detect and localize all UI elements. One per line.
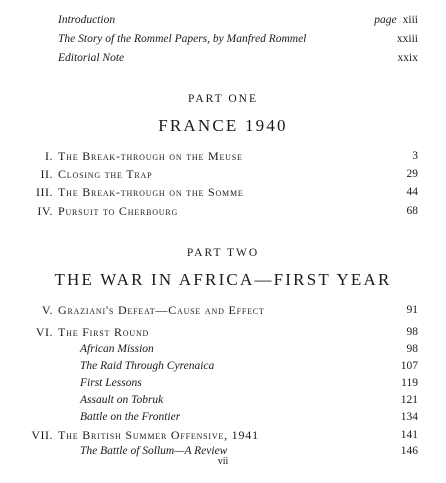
page-number: 68 — [406, 205, 418, 217]
chapter-row — [0, 324, 446, 340]
page-folio: vii — [217, 456, 229, 467]
chapter-title: Graziani's Defeat—Cause and Effect — [58, 303, 265, 317]
toc-entry-editorial-note — [0, 50, 446, 66]
chapter-title: Pursuit to Cherbourg — [58, 204, 179, 218]
chapter-number: IV. — [37, 204, 53, 218]
chapter-row — [0, 302, 446, 318]
page-number: 107 — [400, 360, 418, 372]
subsection-title: The Raid Through Cyrenaica — [80, 360, 215, 372]
page-number: 3 — [412, 150, 418, 162]
chapter-title: The British Summer Offensive, 1941 — [58, 428, 259, 442]
part-two-title: THE WAR IN AFRICA—FIRST YEAR — [54, 270, 392, 289]
page-number: xxix — [397, 52, 418, 64]
entry-title: Introduction — [58, 14, 116, 26]
subsection-row — [0, 358, 446, 374]
page-number: 29 — [406, 168, 418, 180]
page-number: 141 — [400, 429, 418, 441]
subsection-title: First Lessons — [80, 377, 142, 389]
chapter-number: II. — [40, 167, 53, 181]
chapter-number: VI. — [35, 325, 53, 339]
chapter-row — [0, 166, 446, 182]
entry-title: Editorial Note — [58, 52, 125, 64]
subsection-title: African Mission — [80, 343, 154, 355]
chapter-number: III. — [36, 185, 53, 199]
part-one-label: PART ONE — [188, 93, 258, 105]
page-number: xxiii — [396, 33, 418, 45]
subsection-row — [0, 375, 446, 391]
subsection-title: Assault on Tobruk — [80, 394, 164, 406]
part-two-label: PART TWO — [186, 247, 260, 259]
subsection-row — [0, 392, 446, 408]
toc-entry-introduction — [0, 12, 446, 28]
page-number: 121 — [400, 394, 418, 406]
page-number: 98 — [406, 326, 418, 338]
chapter-title: The Break-through on the Meuse — [58, 149, 243, 163]
subsection-row — [0, 341, 446, 357]
chapter-row — [0, 427, 446, 443]
page-number: 119 — [401, 377, 418, 389]
page-number: 44 — [406, 186, 418, 198]
subsection-title: The Battle of Sollum—A Review — [80, 445, 228, 457]
chapter-row — [0, 184, 446, 200]
chapter-title: The First Round — [58, 325, 150, 339]
entry-page — [374, 12, 418, 28]
part-one-title: FRANCE 1940 — [158, 116, 288, 135]
subsection-row — [0, 409, 446, 425]
chapter-row — [0, 148, 446, 164]
page-number: 134 — [400, 411, 418, 423]
subsection-title: Battle on the Frontier — [80, 411, 181, 423]
chapter-number: V. — [41, 303, 53, 317]
page-prefix: page — [374, 14, 397, 26]
chapter-row — [0, 203, 446, 219]
page-number: 146 — [400, 445, 418, 457]
page-number: 98 — [406, 343, 418, 355]
chapter-number: I. — [45, 149, 53, 163]
chapter-title: The Break-through on the Somme — [58, 185, 244, 199]
page-number: xiii — [402, 14, 418, 26]
chapter-number: VII. — [31, 428, 53, 442]
page-number: 91 — [406, 304, 418, 316]
toc-entry-story — [0, 31, 446, 47]
chapter-title: Closing the Trap — [58, 167, 153, 181]
entry-title: The Story of the Rommel Papers, by Manfred Rommel — [58, 33, 307, 45]
